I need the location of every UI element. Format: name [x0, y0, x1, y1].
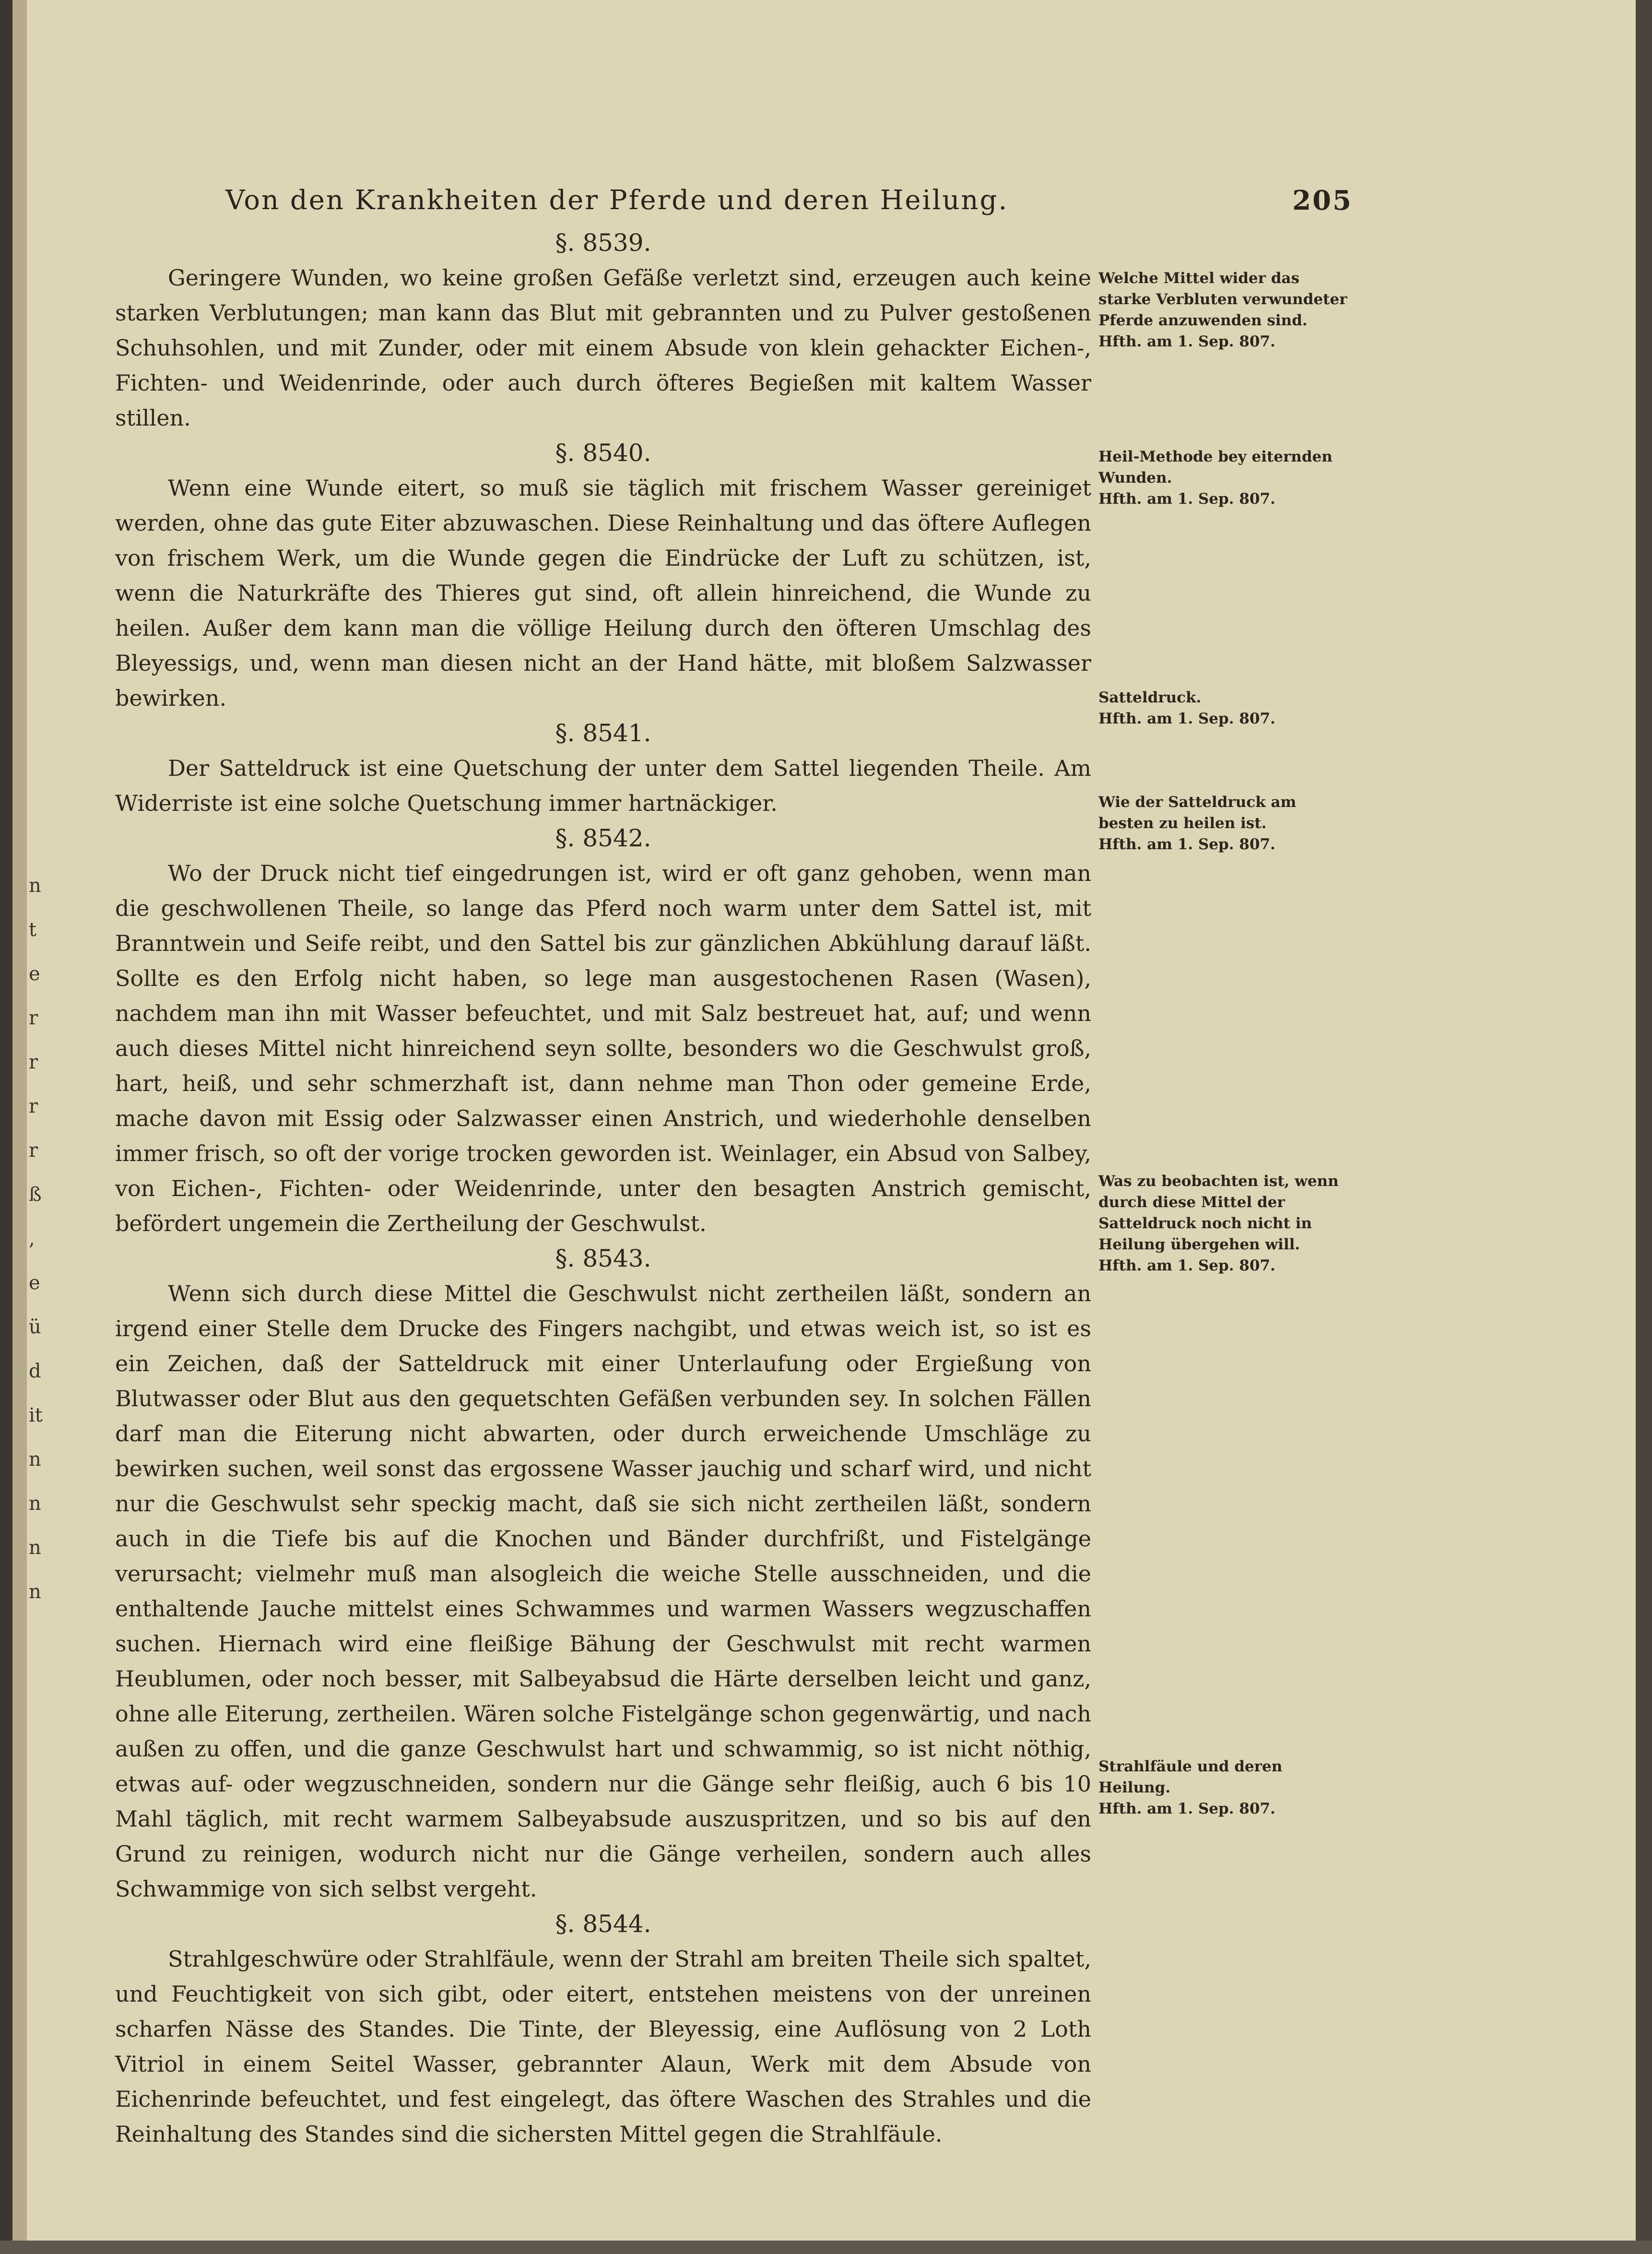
section-paragraph: Wenn eine Wunde eitert, so muß sie täglich mit frischem Wasser gereiniget werden, ohne das gute Eiter abzuwaschen. Diese Reinhaltung und das öftere Auflegen von frischem Werk, um die Wunde gegen die Eindrücke der Luft zu schützen, ist, wenn die Naturkräfte des Thieres gut sind, oft allein hinreichend, die Wunde zu heilen. Außer dem kann man die völlige Heilung durch den öfteren Umschlag des Bleyessigs, und, wenn man diesen nicht an der Hand hätte, mit bloßem Salzwasser bewirken. [115, 475, 1091, 711]
page-number: 205 [1292, 185, 1353, 216]
previous-page-letter: r [29, 1007, 38, 1029]
previous-page-letter: t [29, 919, 37, 941]
main-text [115, 225, 1091, 2152]
section-paragraph: Wenn sich durch diese Mittel die Geschwulst nicht zertheilen läßt, sondern an irgend einer Stelle dem Drucke des Fingers nachgibt, und etwas weich ist, so ist es ein Zeichen, daß der Satteldruck mit einer Unterlaufung oder Ergießung von Blutwasser oder Blut aus den gequetschten Gefäßen verbunden sey. In solchen Fällen darf man die Eiterung nicht abwarten, oder durch erweichende Umschläge zu bewirken suchen, weil sonst das ergossene Wasser jauchig und scharf wird, und nicht nur die Geschwulst sehr speckig macht, daß sie sich nicht zertheilen läßt, sondern auch in die Tiefe bis auf die Knochen und Bänder durchfrißt, und Fistelgänge verursacht; vielmehr muß man alsogleich die weiche Stelle ausschneiden, und die enthaltende Jauche mittelst eines Schwammes und warmen Wassers wegzuschaffen suchen. Hiernach wird eine fleißige Bähung der Geschwulst mit recht warmen Heublumen, oder noch besser, mit Salbeyabsud die Härte derselben leicht und ganz, ohne alle Eiterung, zertheilen. Wären solche Fistelgänge schon gegenwärtig, und nach außen zu offen, und die ganze Geschwulst hart und schwammig, so ist nicht nöthig, etwas auf- oder wegzuschneiden, sondern nur die Gänge sehr fleißig, auch 6 bis 10 Mahl täglich, mit recht warmem Salbeyabsude auszuspritzen, und so bis auf den Grund zu reinigen, wodurch nicht nur die Gänge verheilen, sondern auch alles Schwammige von sich selbst vergeht. [115, 1281, 1091, 1902]
bottom-page-edge [0, 2241, 1652, 2254]
previous-page-letter: ü [29, 1316, 41, 1338]
previous-page-letter: e [29, 963, 40, 985]
section-number: §. 8541. [555, 719, 651, 747]
section-paragraph: Der Satteldruck ist eine Quetschung der unter dem Sattel liegenden Theile. Am Widerriste ist eine solche Quetschung immer hartnäckiger. [115, 755, 1091, 816]
previous-page-letter: d [29, 1360, 41, 1382]
previous-page-letter: it [29, 1404, 43, 1426]
margin-note-8544 [1098, 1756, 1348, 1819]
previous-page-letter: n [29, 1493, 41, 1515]
margin-note-reference: Hfth. am 1. Sep. 807. [1098, 836, 1275, 853]
margin-note-8540 [1098, 446, 1348, 510]
section-8541 [115, 716, 1091, 821]
margin-note-8543 [1098, 1171, 1348, 1276]
margin-note-reference: Hfth. am 1. Sep. 807. [1098, 490, 1275, 508]
previous-page-letter: n [29, 1448, 41, 1471]
section-number: §. 8543. [555, 1245, 651, 1272]
margin-note-text: Wie der Satteldruck am besten zu heilen ist. [1098, 794, 1297, 832]
running-header [225, 185, 1353, 223]
running-title: Von den Krankheiten der Pferde und deren Heilung. [225, 185, 1009, 216]
previous-page-letter: e [29, 1272, 40, 1294]
margin-note-reference: Hfth. am 1. Sep. 807. [1098, 1800, 1275, 1817]
section-paragraph: Strahlgeschwüre oder Strahlfäule, wenn der Strahl am breiten Theile sich spaltet, und Feuchtigkeit von sich gibt, oder eitert, entstehen meistens von der unreinen scharfen Nässe des Standes. Die Tinte, der Bleyessig, eine Auflösung von 2 Loth Vitriol in einem Seitel Wasser, gebrannter Alaun, Werk mit dem Absude von Eichenrinde befeuchtet, und fest eingelegt, das öftere Waschen des Strahles und die Reinhaltung des Standes sind die sichersten Mittel gegen die Strahlfäule. [115, 1946, 1091, 2147]
margin-note-reference: Hfth. am 1. Sep. 807. [1098, 710, 1275, 727]
previous-page-letter: ß [29, 1184, 42, 1206]
previous-page-letter: n [29, 1537, 41, 1559]
previous-page-letters [29, 864, 48, 1614]
margin-note-reference: Hfth. am 1. Sep. 807. [1098, 333, 1275, 350]
section-paragraph: Geringere Wunden, wo keine großen Gefäße verletzt sind, erzeugen auch keine starken Verblutungen; man kann das Blut mit gebrannten und zu Pulver gestoßenen Schuhsohlen, und mit Zunder, oder mit einem Absude von klein gehackter Eichen-, Fichten- und Weidenrinde, oder auch durch öfteres Begießen mit kaltem Wasser stillen. [115, 265, 1091, 431]
margin-note-reference: Hfth. am 1. Sep. 807. [1098, 1257, 1275, 1274]
margin-note-text: Satteldruck. [1098, 689, 1202, 706]
margin-note-text: Heil-Methode bey eiternden Wunden. [1098, 448, 1333, 486]
margin-note-8539 [1098, 268, 1348, 352]
section-8540 [115, 436, 1091, 716]
previous-page-letter: r [29, 1139, 38, 1162]
previous-page-letter: n [29, 1581, 41, 1603]
section-number: §. 8540. [555, 439, 651, 467]
section-number: §. 8544. [555, 1910, 651, 1938]
previous-page-letter: r [29, 1051, 38, 1073]
margin-note-text: Strahlfäule und deren Heilung. [1098, 1758, 1283, 1796]
section-8542 [115, 821, 1091, 1241]
previous-page-letter: r [29, 1095, 38, 1117]
margin-note-8542 [1098, 792, 1348, 855]
section-8539 [115, 225, 1091, 436]
left-page-edge [0, 0, 12, 2254]
section-8543 [115, 1241, 1091, 1907]
previous-page-letter: n [29, 875, 41, 897]
page-gutter [12, 0, 27, 2254]
previous-page-letter: , [29, 1228, 35, 1250]
margin-note-text: Was zu beobachten ist, wenn durch diese Mittel der Satteldruck noch nicht in Heilung übergehen will. [1098, 1173, 1339, 1253]
right-page-edge [1636, 0, 1652, 2254]
section-paragraph: Wo der Druck nicht tief eingedrungen ist, wird er oft ganz gehoben, wenn man die geschwollenen Theile, so lange das Pferd noch warm unter dem Sattel ist, mit Branntwein und Seife reibt, und den Sattel bis zur gänzlichen Abkühlung darauf läßt. Sollte es den Erfolg nicht haben, so lege man ausgestochenen Rasen (Wasen), nachdem man ihn mit Wasser befeuchtet, und mit Salz bestreuet hat, auf; und wenn auch dieses Mittel nicht hinreichend seyn sollte, besonders wo die Geschwulst groß, hart, heiß, und sehr schmerzhaft ist, dann nehme man Thon oder gemeine Erde, mache davon mit Essig oder Salzwasser einen Anstrich, und wiederhohle denselben immer frisch, so oft der vorige trocken geworden ist. Weinlager, ein Absud von Salbey, von Eichen-, Fichten- oder Weidenrinde, unter den besagten Anstrich gemischt, befördert ungemein die Zertheilung der Geschwulst. [115, 860, 1091, 1236]
margin-note-8541 [1098, 687, 1348, 729]
section-number: §. 8539. [555, 229, 651, 257]
section-8544 [115, 1907, 1091, 2152]
margin-note-text: Welche Mittel wider das starke Verbluten verwundeter Pferde anzuwenden sind. [1098, 270, 1347, 329]
section-number: §. 8542. [555, 824, 651, 852]
